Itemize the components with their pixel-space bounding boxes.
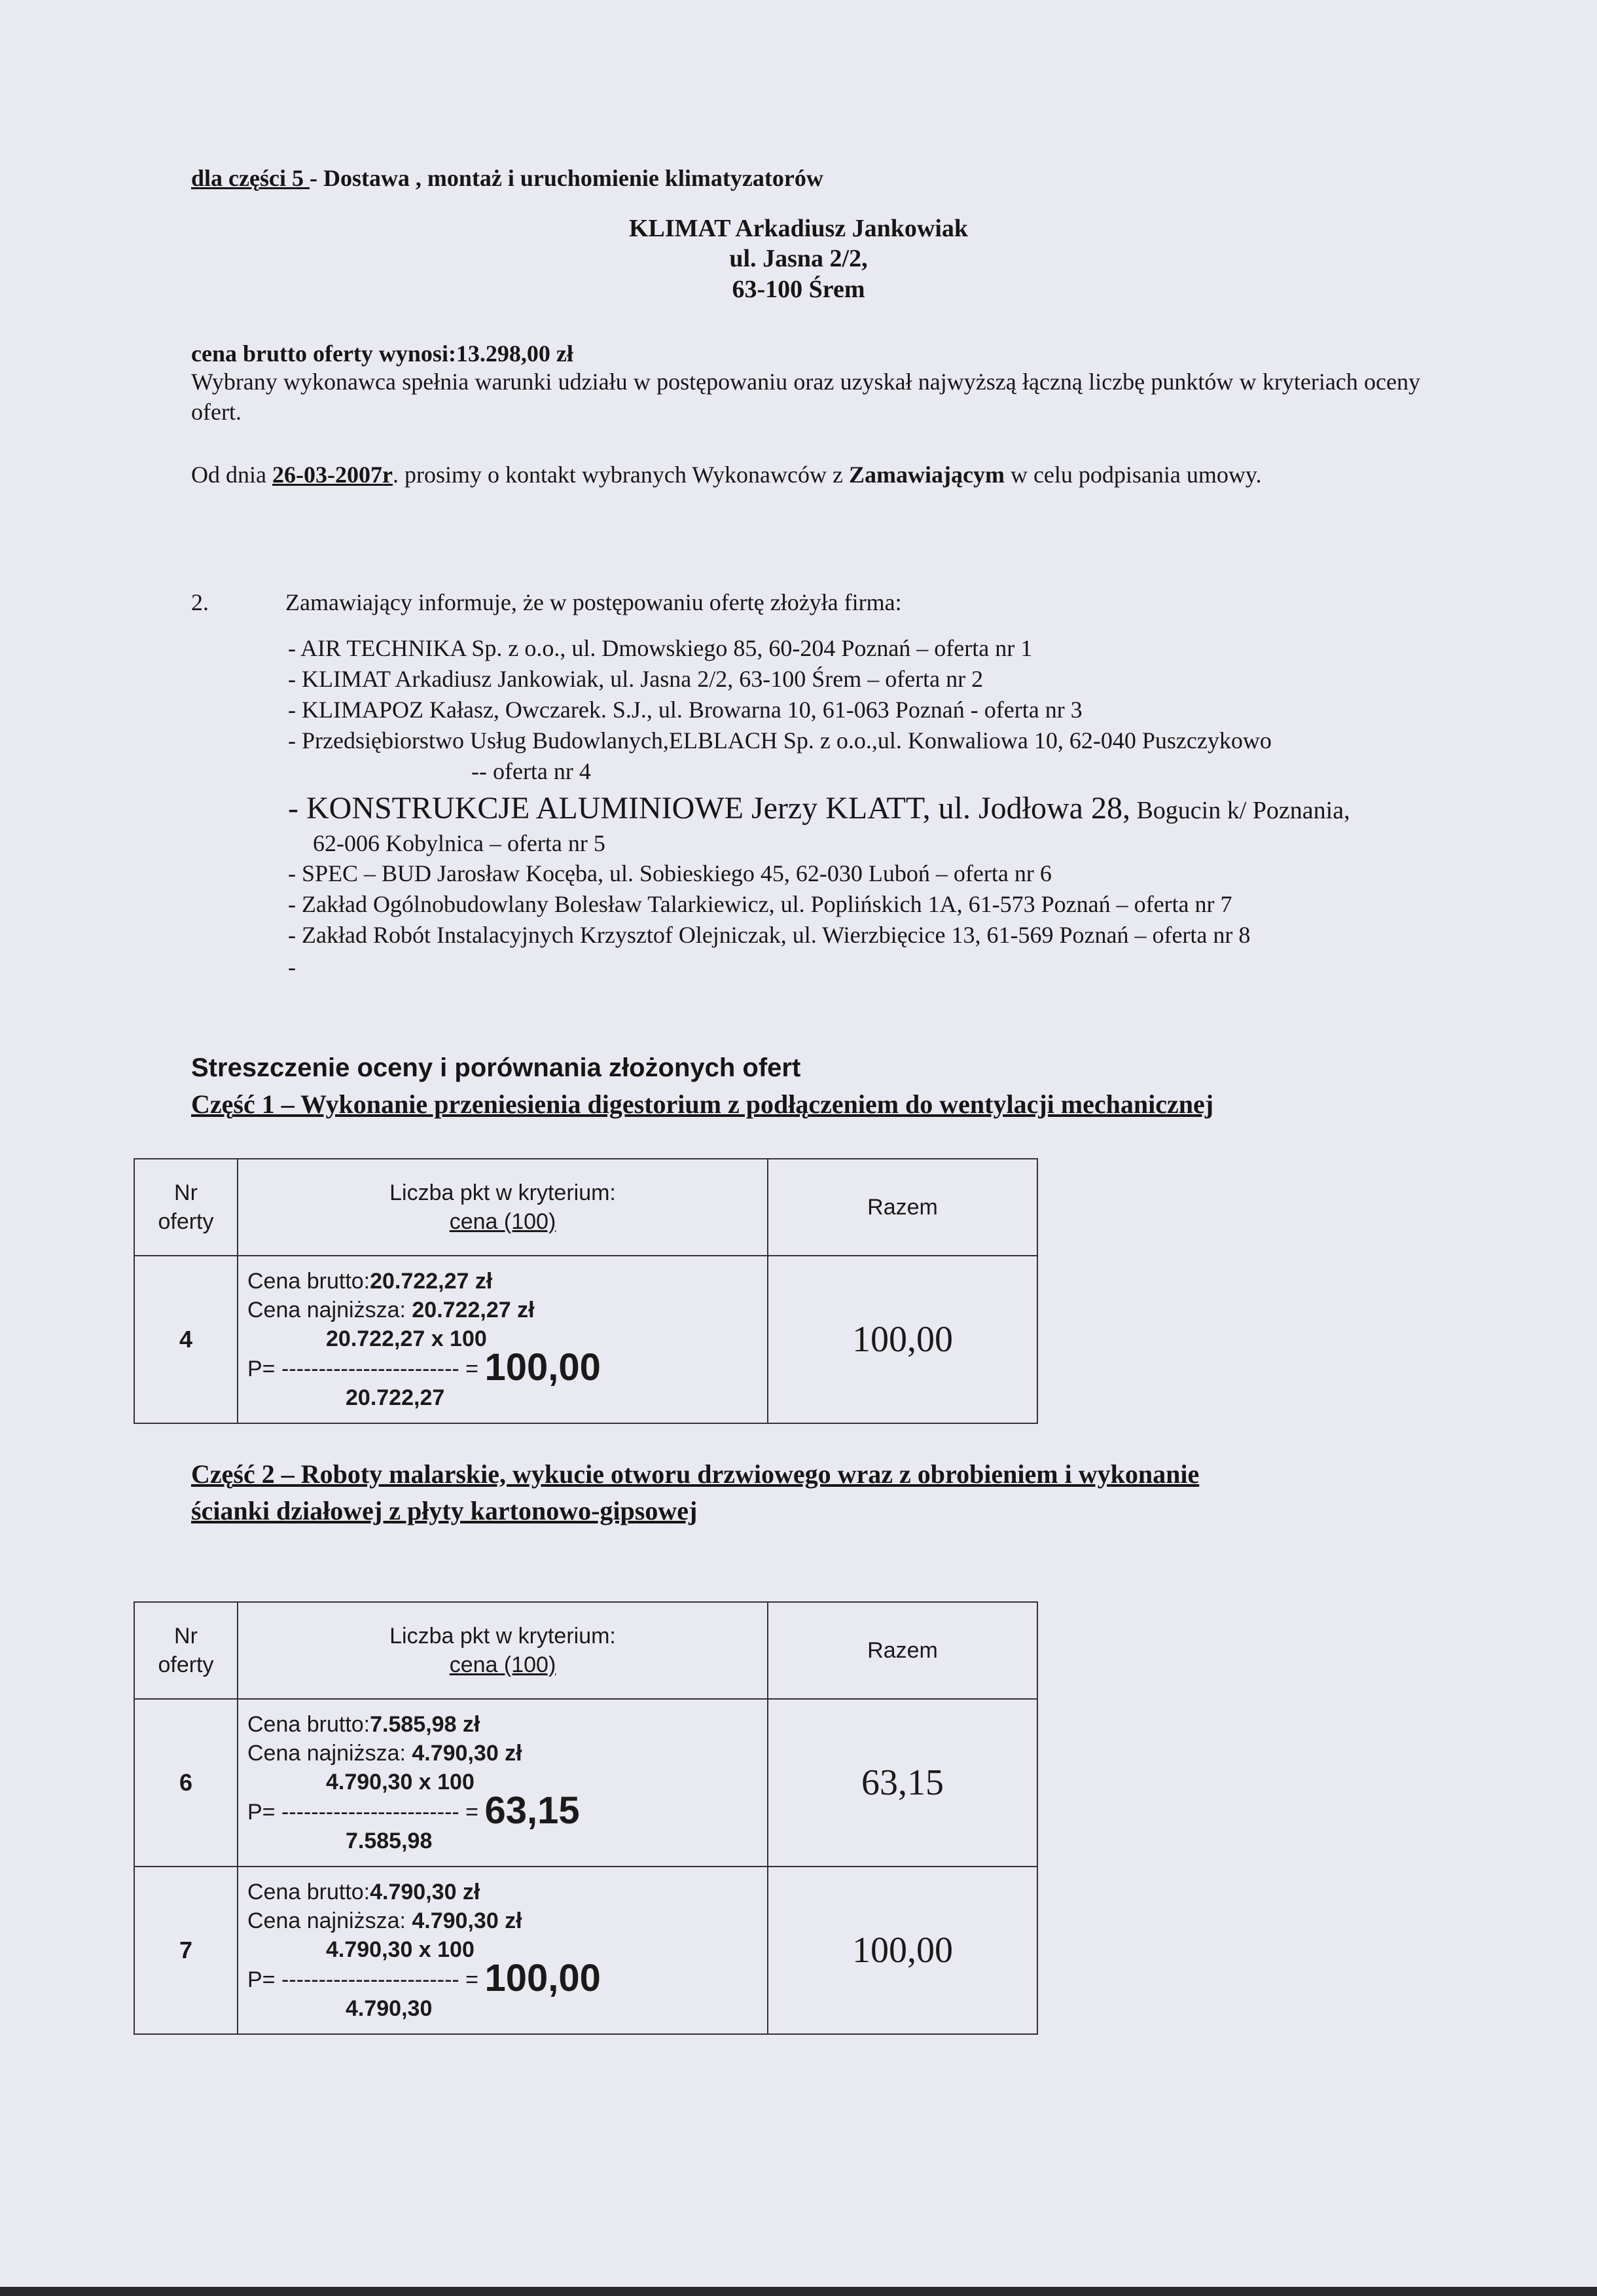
company-name: KLIMAT Arkadiusz Jankowiak	[628, 215, 969, 242]
table-row	[134, 1867, 1037, 2034]
section5-heading-prefix: dla części 5	[191, 165, 310, 191]
table-row	[134, 1256, 1037, 1423]
formula-numerator: 4.790,30 x 100	[326, 1937, 475, 1962]
scan-bottom-edge	[0, 2287, 1597, 2296]
gross-label: Cena brutto:	[247, 1712, 370, 1737]
offer-number: 7	[134, 1867, 238, 2034]
formula-p: P= ------------------------ =	[247, 1967, 485, 1992]
formula-result: 100,00	[484, 1957, 601, 1999]
formula-p: P= ------------------------ =	[247, 1800, 485, 1825]
formula-p: P= ------------------------ =	[247, 1357, 485, 1381]
firm-item: -	[288, 954, 296, 980]
gross-label: Cena brutto:	[247, 1269, 370, 1294]
company-city: 63-100 Śrem	[732, 276, 865, 303]
score-calculation	[238, 1699, 768, 1867]
offer-number: 4	[134, 1256, 238, 1423]
table-header-row	[134, 1159, 1037, 1256]
formula-numerator: 20.722,27 x 100	[326, 1326, 487, 1351]
company-street: ul. Jasna 2/2,	[729, 245, 868, 272]
table-row	[134, 1699, 1037, 1867]
offer-number: 6	[134, 1699, 238, 1867]
razem-value: 100,00	[768, 1867, 1037, 2034]
formula-denominator: 7.585,98	[346, 1829, 433, 1853]
firm-item-continuation: 62-006 Kobylnica – oferta nr 5	[313, 830, 605, 856]
criterion-header-line2: cena (100)	[449, 1652, 556, 1677]
point2-intro: Zamawiający informuje, że w postępowaniu ofertę złożyła firma:	[285, 589, 902, 615]
lowest-label: Cena najniższa:	[247, 1908, 412, 1933]
razem-value: 63,15	[768, 1699, 1037, 1867]
gross-value: 7.585,98 zł	[370, 1712, 480, 1737]
razem-header: Razem	[768, 1159, 1037, 1256]
nr-header-line2: oferty	[158, 1209, 214, 1234]
firm-item-continuation: -- oferta nr 4	[471, 758, 591, 784]
lowest-value: 4.790,30 zł	[412, 1908, 522, 1933]
razem-value: 100,00	[768, 1256, 1037, 1423]
gross-value: 20.722,27 zł	[370, 1269, 493, 1294]
contact-paragraph	[191, 460, 1420, 490]
table-header-row	[134, 1602, 1037, 1699]
nr-header-line1: Nr	[174, 1624, 198, 1649]
part2-table	[134, 1601, 1038, 2035]
contact-text-b: . prosimy o kontakt wybranych Wykonawców z	[392, 462, 849, 488]
nr-header	[134, 1159, 238, 1256]
criterion-header-line1: Liczba pkt w kryterium:	[389, 1180, 616, 1205]
point2-number: 2.	[191, 589, 209, 615]
contact-ordering-party: Zamawiającym	[848, 462, 1005, 488]
razem-header: Razem	[768, 1602, 1037, 1699]
formula-numerator: 4.790,30 x 100	[326, 1770, 475, 1795]
firm-item: - SPEC – BUD Jarosław Kocęba, ul. Sobieskiego 45, 62-030 Luboń – oferta nr 6	[288, 860, 1052, 886]
nr-header	[134, 1602, 238, 1699]
formula-denominator: 4.790,30	[346, 1996, 433, 2021]
contact-text-c: w celu podpisania umowy.	[1004, 462, 1262, 488]
formula-result: 63,15	[484, 1789, 580, 1832]
firm-item: - Zakład Ogólnobudowlany Bolesław Talarkiewicz, ul. Poplińskich 1A, 61-573 Poznań – oferta nr 7	[288, 891, 1232, 917]
firm-item: - KLIMAT Arkadiusz Jankowiak, ul. Jasna 2/2, 63-100 Śrem – oferta nr 2	[288, 666, 984, 692]
gross-label: Cena brutto:	[247, 1880, 370, 1904]
firm-item: - Zakład Robót Instalacyjnych Krzysztof Olejniczak, ul. Wierzbięcice 13, 61-569 Poznań – oferta nr 8	[288, 922, 1251, 948]
part1-table	[134, 1158, 1038, 1424]
firm-item: - AIR TECHNIKA Sp. z o.o., ul. Dmowskiego 85, 60-204 Poznań – oferta nr 1	[288, 635, 1033, 661]
summary-title: Streszczenie oceny i porównania złożonych ofert	[191, 1053, 801, 1082]
lowest-label: Cena najniższa:	[247, 1741, 412, 1766]
part2-title-line1: Część 2 – Roboty malarskie, wykucie otworu drzwiowego wraz z obrobieniem i wykonanie	[191, 1459, 1200, 1489]
nr-header-line2: oferty	[158, 1652, 214, 1677]
criterion-header-line2: cena (100)	[449, 1209, 556, 1234]
gross-value: 4.790,30 zł	[370, 1880, 480, 1904]
part2-title-line2: ścianki działowej z płyty kartonowo-gipsowej	[191, 1496, 698, 1525]
offer-price: cena brutto oferty wynosi:13.298,00 zł	[191, 340, 573, 367]
section5-heading-rest: - Dostawa , montaż i uruchomienie klimatyzatorów	[309, 165, 823, 191]
part1-title: Część 1 – Wykonanie przeniesienia digestorium z podłączeniem do wentylacji mechanicznej	[191, 1089, 1214, 1119]
score-calculation	[238, 1867, 768, 2034]
score-calculation	[238, 1256, 768, 1423]
contact-date: 26-03-2007r	[272, 462, 393, 488]
selection-paragraph: Wybrany wykonawca spełnia warunki udziału w postępowaniu oraz uzyskał najwyższą łączną liczbę punktów w kryteriach oceny ofert.	[191, 369, 1420, 425]
criterion-header	[238, 1159, 768, 1256]
firm-item-large	[288, 789, 1350, 830]
firm-item: - KLIMAPOZ Kałasz, Owczarek. S.J., ul. Browarna 10, 61-063 Poznań - oferta nr 3	[288, 697, 1083, 723]
nr-header-line1: Nr	[174, 1180, 198, 1205]
firm-5-locality: Bogucin k/ Poznania,	[1130, 797, 1350, 824]
criterion-header	[238, 1602, 768, 1699]
firm-item: - Przedsiębiorstwo Usług Budowlanych,ELBLACH Sp. z o.o.,ul. Konwaliowa 10, 62-040 Puszczykowo	[288, 727, 1272, 754]
lowest-value: 4.790,30 zł	[412, 1741, 522, 1766]
criterion-header-line1: Liczba pkt w kryterium:	[389, 1624, 616, 1649]
formula-result: 100,00	[484, 1346, 601, 1389]
contact-text-a: Od dnia	[191, 462, 272, 488]
section5-heading	[191, 162, 823, 194]
firm-5-name: - KONSTRUKCJE ALUMINIOWE Jerzy KLATT, ul. Jodłowa 28,	[288, 791, 1130, 826]
lowest-label: Cena najniższa:	[247, 1298, 412, 1322]
lowest-value: 20.722,27 zł	[412, 1298, 535, 1322]
formula-denominator: 20.722,27	[346, 1385, 445, 1410]
